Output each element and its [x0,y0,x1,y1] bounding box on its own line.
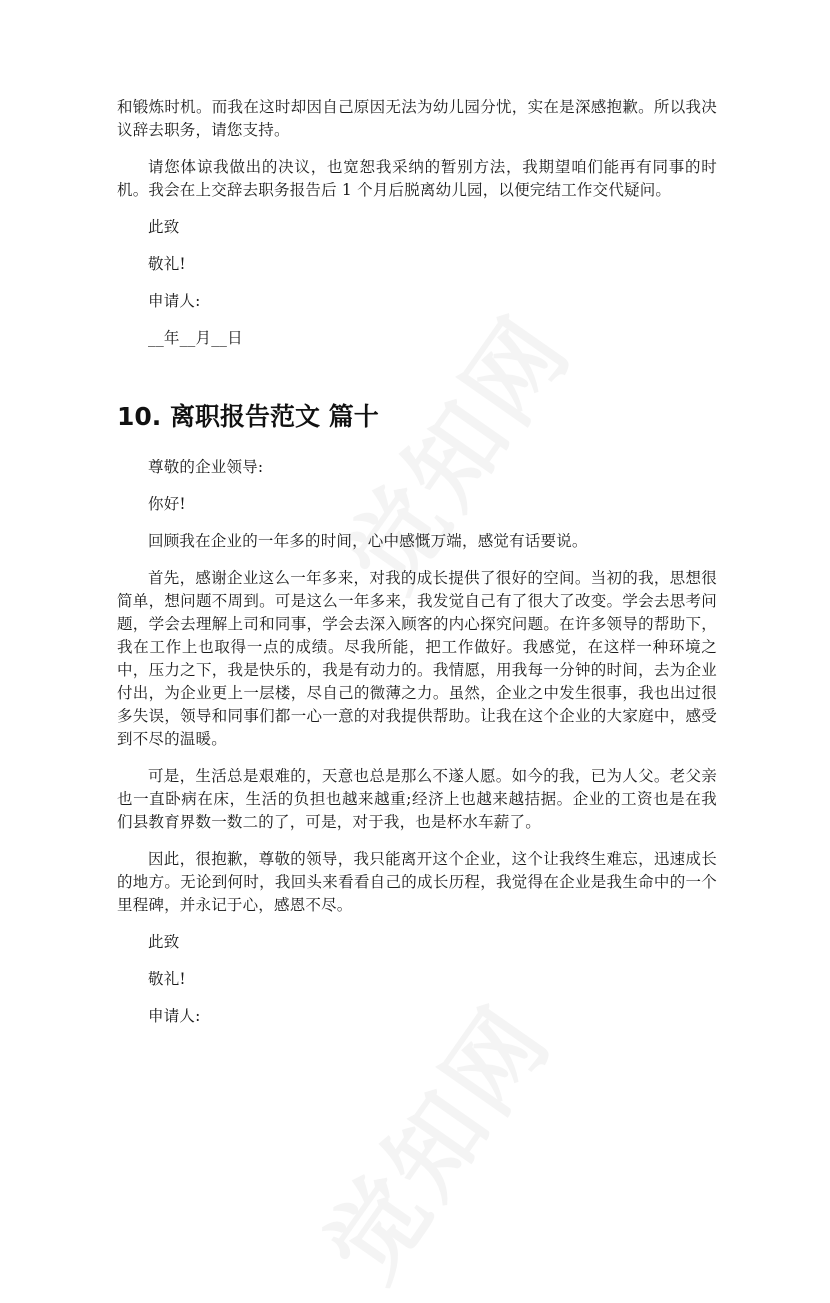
greeting: 你好! [148,495,186,513]
document-body [117,96,717,1028]
closing-salute: 敬礼! [148,970,186,988]
paragraph: 请您体谅我做出的决议，也宽恕我采纳的暂别方法，我期望咱们能再有同事的时机。我会在上交辞去职务报告后 1 个月后脱离幼儿园，以便完结工作交代疑问。 [117,158,717,199]
paragraph: 因此，很抱歉，尊敬的领导，我只能离开这个企业，这个让我终生难忘，迅速成长的地方。无论到何时，我回头来看看自己的成长历程，我觉得在企业是我生命中的一个里程碑，并永记于心，感恩不尽。 [117,850,717,914]
applicant-line: 申请人: [148,292,201,310]
paragraph: 和锻炼时机。而我在这时却因自己原因无法为幼儿园分忧，实在是深感抱歉。所以我决议辞去职务，请您支持。 [117,98,717,139]
paragraph: 可是，生活总是艰难的，天意也总是那么不遂人愿。如今的我，已为人父。老父亲也一直卧病在床，生活的负担也越来越重;经济上也越来越拮据。企业的工资也是在我们县教育界数一数二的了，可是，对于我，也是杯水车薪了。 [117,767,717,831]
paragraph: 首先，感谢企业这么一年多来，对我的成长提供了很好的空间。当初的我，思想很简单，想问题不周到。可是这么一年多来，我发觉自己有了很大了改变。学会去思考问题，学会去理解上司和同事，学会去深入顾客的内心探究问题。在许多领导的帮助下，我在工作上也取得一点的成绩。尽我所能，把工作做好。我感觉，在这样一种环境之中，压力之下，我是快乐的，我是有动力的。我情愿，用我每一分钟的时间，去为企业付出，为企业更上一层楼，尽自己的微薄之力。虽然，企业之中发生很事，我也出过很多失误，领导和同事们都一心一意的对我提供帮助。让我在这个企业的大家庭中，感受到不尽的温暖。 [117,569,717,748]
closing-salute: 敬礼! [148,255,186,273]
closing-line: 此致 [148,933,180,951]
section-heading: 10. 离职报告范文 篇十 [117,402,379,431]
salutation: 尊敬的企业领导: [148,458,264,476]
closing-line: 此致 [148,218,180,236]
paragraph: 回顾我在企业的一年多的时间，心中感慨万端，感觉有话要说。 [148,532,588,550]
applicant-line: 申请人: [148,1007,201,1025]
date-line: __年__月__日 [148,329,243,347]
